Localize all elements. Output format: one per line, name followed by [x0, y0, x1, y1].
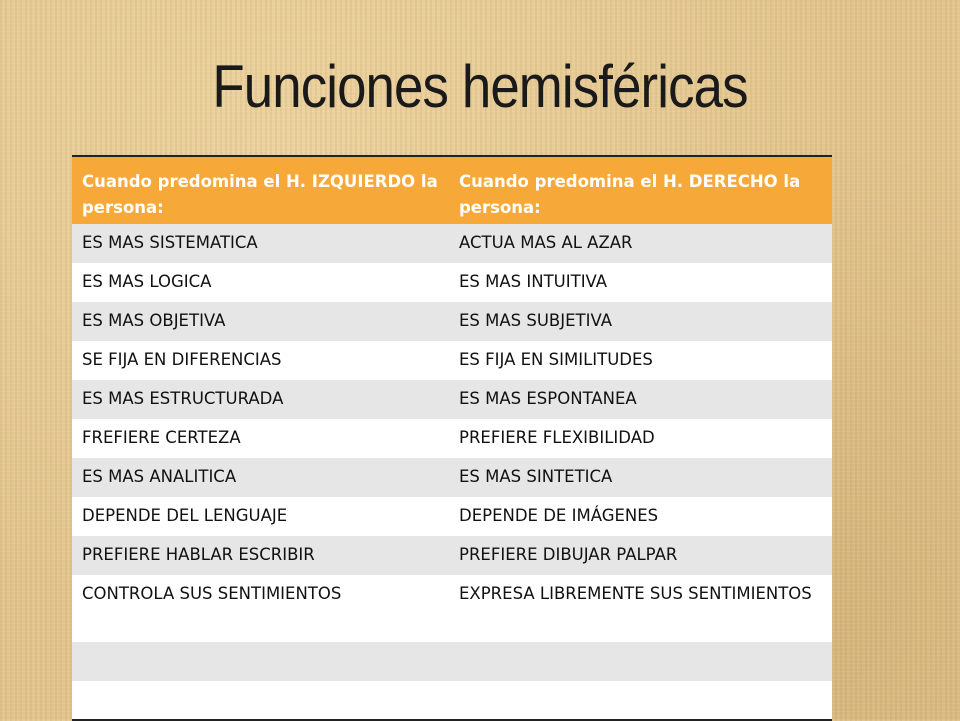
left-cell: SE FIJA EN DIFERENCIAS	[82, 350, 282, 369]
right-cell: PREFIERE FLEXIBILIDAD	[459, 428, 655, 447]
table-row-empty	[72, 681, 832, 720]
right-cell: ES MAS SUBJETIVA	[459, 311, 613, 330]
right-cell: ES MAS INTUITIVA	[459, 272, 608, 291]
functions-table	[72, 155, 832, 721]
right-cell	[449, 642, 832, 681]
right-cell: ACTUA MAS AL AZAR	[459, 233, 633, 252]
header-right-hemisphere: Cuando predomina el H. DERECHO la persona:	[449, 156, 832, 224]
left-cell: ES MAS ESTRUCTURADA	[82, 389, 284, 408]
table-row	[72, 224, 832, 263]
left-cell: ES MAS LOGICA	[82, 272, 212, 291]
slide-title: Funciones hemisféricas	[212, 53, 748, 120]
table-row	[72, 575, 832, 642]
table-row-empty	[72, 642, 832, 681]
table-row	[72, 458, 832, 497]
left-cell: CONTROLA SUS SENTIMIENTOS	[82, 584, 342, 603]
table-row	[72, 302, 832, 341]
left-cell: ES MAS SISTEMATICA	[82, 233, 258, 252]
left-cell	[72, 681, 449, 720]
table-row	[72, 419, 832, 458]
table-row	[72, 497, 832, 536]
left-cell: PREFIERE HABLAR ESCRIBIR	[82, 545, 315, 564]
left-cell: ES MAS OBJETIVA	[82, 311, 226, 330]
left-cell	[72, 642, 449, 681]
table-row	[72, 263, 832, 302]
table-row	[72, 341, 832, 380]
header-left-hemisphere: Cuando predomina el H. IZQUIERDO la persona:	[72, 156, 449, 224]
table-header-row	[72, 156, 832, 224]
right-cell: ES MAS SINTETICA	[459, 467, 613, 486]
left-cell: DEPENDE DEL LENGUAJE	[82, 506, 288, 525]
right-cell: EXPRESA LIBREMENTE SUS SENTIMIENTOS	[459, 584, 812, 603]
right-cell: PREFIERE DIBUJAR PALPAR	[459, 545, 678, 564]
right-cell: DEPENDE DE IMÁGENES	[459, 506, 659, 525]
left-cell: ES MAS ANALITICA	[82, 467, 237, 486]
right-cell: ES MAS ESPONTANEA	[459, 389, 637, 408]
table-row	[72, 380, 832, 419]
left-cell: FREFIERE CERTEZA	[82, 428, 241, 447]
right-cell: ES FIJA EN SIMILITUDES	[459, 350, 653, 369]
right-cell	[449, 681, 832, 720]
table-row	[72, 536, 832, 575]
